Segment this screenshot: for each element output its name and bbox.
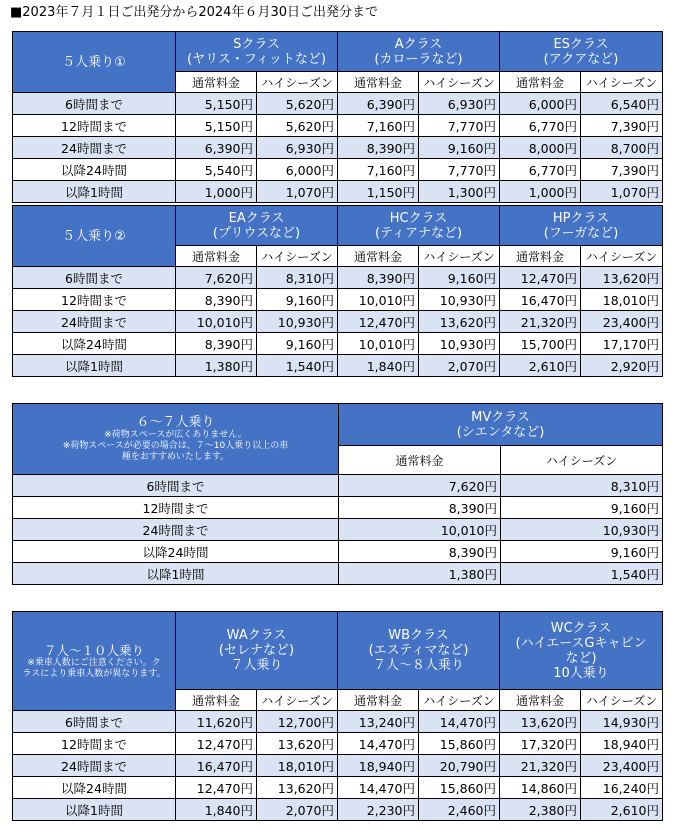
- row-label: 以降24時間: [13, 777, 176, 799]
- table-row: [13, 497, 663, 519]
- price-cell: 7,770円: [419, 159, 500, 181]
- normal-rate-header: 通常料金: [338, 246, 419, 267]
- price-cell: 1,300円: [419, 181, 500, 203]
- price-cell: 9,160円: [501, 541, 663, 563]
- price-cell: 8,390円: [339, 497, 501, 519]
- table-row: [13, 159, 663, 181]
- price-cell: 8,000円: [500, 137, 581, 159]
- price-cell: 2,380円: [500, 799, 581, 821]
- price-cell: 1,070円: [257, 181, 338, 203]
- price-cell: 11,620円: [176, 711, 257, 733]
- category-note: ※荷物スペースが広くありません。: [104, 430, 247, 440]
- price-cell: 9,160円: [501, 497, 663, 519]
- table-row: [13, 541, 663, 563]
- price-cell: 12,700円: [257, 711, 338, 733]
- price-cell: 23,400円: [581, 311, 663, 333]
- high-season-header: ハイシーズン: [419, 72, 500, 93]
- row-label: 以降1時間: [13, 799, 176, 821]
- price-cell: 1,540円: [501, 563, 663, 585]
- normal-rate-header: 通常料金: [500, 72, 581, 93]
- table-row: [13, 115, 663, 137]
- price-cell: 1,380円: [339, 563, 501, 585]
- price-cell: 14,930円: [581, 711, 663, 733]
- price-cell: 16,470円: [176, 755, 257, 777]
- row-label: 6時間まで: [13, 267, 176, 289]
- table-row: [13, 267, 663, 289]
- price-cell: 20,790円: [419, 755, 500, 777]
- rate-table-6-7-seater: [12, 403, 663, 585]
- row-label: 24時間まで: [13, 755, 176, 777]
- price-cell: 8,390円: [176, 289, 257, 311]
- price-cell: 6,770円: [500, 159, 581, 181]
- row-label: 以降1時間: [13, 181, 176, 203]
- normal-rate-header: 通常料金: [176, 72, 257, 93]
- price-cell: 10,930円: [501, 519, 663, 541]
- price-cell: 5,620円: [257, 93, 338, 115]
- price-cell: 5,150円: [176, 115, 257, 137]
- table-row: [13, 519, 663, 541]
- table-row: [13, 355, 663, 377]
- table-row: [13, 755, 663, 777]
- price-cell: 10,930円: [257, 311, 338, 333]
- price-cell: 15,860円: [419, 733, 500, 755]
- price-cell: 17,170円: [581, 333, 663, 355]
- price-cell: 13,240円: [338, 711, 419, 733]
- table-row: [13, 311, 663, 333]
- price-cell: 6,770円: [500, 115, 581, 137]
- price-cell: 8,310円: [501, 475, 663, 497]
- category-label: ６～７人乗り ※荷物スペースが広くありません。 ※荷物スペースが必要の場合は、７～10人乗り以上の車 種をおすすめいたします。: [13, 404, 339, 475]
- category-label: ５人乗り①: [13, 32, 176, 93]
- page-title: ■2023年７月１日ご出発分から2024年６月30日ご出発分まで: [10, 5, 378, 20]
- high-season-header: ハイシーズン: [419, 690, 500, 711]
- class-header: Sクラス (ヤリス・フィットなど): [176, 32, 338, 72]
- price-cell: 16,240円: [581, 777, 663, 799]
- category-note: ※荷物スペースが必要の場合は、７～10人乗り以上の車: [62, 441, 289, 451]
- price-cell: 7,390円: [581, 115, 663, 137]
- price-cell: 8,310円: [257, 267, 338, 289]
- price-cell: 6,930円: [257, 137, 338, 159]
- normal-rate-header: 通常料金: [176, 246, 257, 267]
- price-cell: 2,070円: [257, 799, 338, 821]
- price-cell: 1,380円: [176, 355, 257, 377]
- price-cell: 13,620円: [257, 777, 338, 799]
- table-row: [13, 181, 663, 203]
- price-cell: 12,470円: [338, 311, 419, 333]
- table-row: [13, 137, 663, 159]
- price-cell: 7,160円: [338, 159, 419, 181]
- rate-table-7-10-seater: [12, 611, 663, 821]
- price-cell: 21,320円: [500, 755, 581, 777]
- class-header: HPクラス (フーガなど): [500, 206, 663, 246]
- price-cell: 5,540円: [176, 159, 257, 181]
- normal-rate-header: 通常料金: [338, 72, 419, 93]
- price-cell: 14,470円: [338, 733, 419, 755]
- price-cell: 1,540円: [257, 355, 338, 377]
- category-note: 種をおすすめいたします。: [121, 452, 230, 462]
- price-cell: 2,920円: [581, 355, 663, 377]
- row-label: 24時間まで: [13, 519, 339, 541]
- row-label: 24時間まで: [13, 137, 176, 159]
- price-cell: 6,930円: [419, 93, 500, 115]
- high-season-header: ハイシーズン: [581, 246, 663, 267]
- price-cell: 7,390円: [581, 159, 663, 181]
- row-label: 12時間まで: [13, 115, 176, 137]
- price-cell: 15,860円: [419, 777, 500, 799]
- table-row: [13, 711, 663, 733]
- high-season-header: ハイシーズン: [581, 72, 663, 93]
- class-header: MVクラス (シエンタなど): [339, 404, 663, 446]
- row-label: 以降24時間: [13, 541, 339, 563]
- price-cell: 1,070円: [581, 181, 663, 203]
- class-header: WCクラス (ハイエースGキャビン など) 10人乗り: [500, 612, 663, 690]
- table-row: [13, 289, 663, 311]
- high-season-header: ハイシーズン: [257, 690, 338, 711]
- high-season-header: ハイシーズン: [419, 246, 500, 267]
- price-cell: 8,390円: [338, 137, 419, 159]
- price-cell: 6,390円: [176, 137, 257, 159]
- price-cell: 10,010円: [339, 519, 501, 541]
- category-label: ５人乗り②: [13, 206, 176, 267]
- price-cell: 9,160円: [419, 137, 500, 159]
- price-cell: 18,940円: [581, 733, 663, 755]
- row-label: 24時間まで: [13, 311, 176, 333]
- rate-table-5-seater-2: [12, 205, 663, 377]
- price-cell: 2,610円: [581, 799, 663, 821]
- price-cell: 6,000円: [500, 93, 581, 115]
- normal-rate-header: 通常料金: [338, 690, 419, 711]
- table-row: [13, 563, 663, 585]
- row-label: 6時間まで: [13, 93, 176, 115]
- row-label: 12時間まで: [13, 733, 176, 755]
- price-cell: 17,320円: [500, 733, 581, 755]
- price-cell: 2,230円: [338, 799, 419, 821]
- class-header: WAクラス (セレナなど) ７人乗り: [176, 612, 338, 690]
- row-label: 12時間まで: [13, 497, 339, 519]
- row-label: 12時間まで: [13, 289, 176, 311]
- price-cell: 13,620円: [419, 311, 500, 333]
- price-cell: 1,150円: [338, 181, 419, 203]
- normal-rate-header: 通常料金: [500, 690, 581, 711]
- table-row: [13, 333, 663, 355]
- price-cell: 23,400円: [581, 755, 663, 777]
- high-season-header: ハイシーズン: [581, 690, 663, 711]
- row-label: 以降24時間: [13, 159, 176, 181]
- price-cell: 21,320円: [500, 311, 581, 333]
- category-label: ７人～１０人乗り ※乗車人数にご注意ください。ク ラスにより乗車人数が異なります。: [13, 612, 176, 711]
- price-cell: 2,610円: [500, 355, 581, 377]
- price-cell: 15,700円: [500, 333, 581, 355]
- price-cell: 10,010円: [338, 289, 419, 311]
- price-cell: 13,620円: [500, 711, 581, 733]
- price-cell: 18,940円: [338, 755, 419, 777]
- price-cell: 8,390円: [339, 541, 501, 563]
- price-cell: 14,860円: [500, 777, 581, 799]
- price-cell: 14,470円: [419, 711, 500, 733]
- price-cell: 1,840円: [338, 355, 419, 377]
- price-cell: 9,160円: [257, 333, 338, 355]
- price-cell: 8,390円: [338, 267, 419, 289]
- price-cell: 6,390円: [338, 93, 419, 115]
- price-cell: 8,390円: [176, 333, 257, 355]
- class-header: Aクラス (カローラなど): [338, 32, 500, 72]
- price-cell: 16,470円: [500, 289, 581, 311]
- price-cell: 7,620円: [339, 475, 501, 497]
- table-row: [13, 93, 663, 115]
- normal-rate-header: 通常料金: [176, 690, 257, 711]
- normal-rate-header: 通常料金: [339, 446, 501, 475]
- category-note: ※乗車人数にご注意ください。ク: [27, 657, 161, 668]
- price-cell: 12,470円: [500, 267, 581, 289]
- class-header: WBクラス (エスティマなど) ７人～８人乗り: [338, 612, 500, 690]
- high-season-header: ハイシーズン: [257, 246, 338, 267]
- price-cell: 18,010円: [257, 755, 338, 777]
- price-cell: 10,930円: [419, 333, 500, 355]
- price-cell: 8,700円: [581, 137, 663, 159]
- price-cell: 14,470円: [338, 777, 419, 799]
- rate-table-5-seater-1: [12, 31, 663, 203]
- high-season-header: ハイシーズン: [501, 446, 663, 475]
- class-header: HCクラス (ティアナなど): [338, 206, 500, 246]
- price-cell: 13,620円: [581, 267, 663, 289]
- price-cell: 1,840円: [176, 799, 257, 821]
- price-cell: 5,150円: [176, 93, 257, 115]
- class-header: EAクラス (プリウスなど): [176, 206, 338, 246]
- row-label: 以降1時間: [13, 563, 339, 585]
- normal-rate-header: 通常料金: [500, 246, 581, 267]
- price-cell: 10,930円: [419, 289, 500, 311]
- price-cell: 1,000円: [176, 181, 257, 203]
- price-cell: 12,470円: [176, 777, 257, 799]
- price-cell: 13,620円: [257, 733, 338, 755]
- price-cell: 6,000円: [257, 159, 338, 181]
- row-label: 6時間まで: [13, 475, 339, 497]
- price-cell: 10,010円: [176, 311, 257, 333]
- table-row: [13, 475, 663, 497]
- price-cell: 2,460円: [419, 799, 500, 821]
- category-note: ラスにより乗車人数が異なります。: [22, 668, 166, 679]
- price-cell: 9,160円: [419, 267, 500, 289]
- price-cell: 7,770円: [419, 115, 500, 137]
- price-cell: 10,010円: [338, 333, 419, 355]
- table-row: [13, 777, 663, 799]
- price-cell: 6,540円: [581, 93, 663, 115]
- price-cell: 1,000円: [500, 181, 581, 203]
- price-cell: 9,160円: [257, 289, 338, 311]
- class-header: ESクラス (アクアなど): [500, 32, 663, 72]
- table-row: [13, 799, 663, 821]
- table-row: [13, 733, 663, 755]
- price-cell: 5,620円: [257, 115, 338, 137]
- price-cell: 18,010円: [581, 289, 663, 311]
- row-label: 6時間まで: [13, 711, 176, 733]
- price-cell: 7,160円: [338, 115, 419, 137]
- price-cell: 12,470円: [176, 733, 257, 755]
- row-label: 以降1時間: [13, 355, 176, 377]
- row-label: 以降24時間: [13, 333, 176, 355]
- price-cell: 2,070円: [419, 355, 500, 377]
- high-season-header: ハイシーズン: [257, 72, 338, 93]
- price-cell: 7,620円: [176, 267, 257, 289]
